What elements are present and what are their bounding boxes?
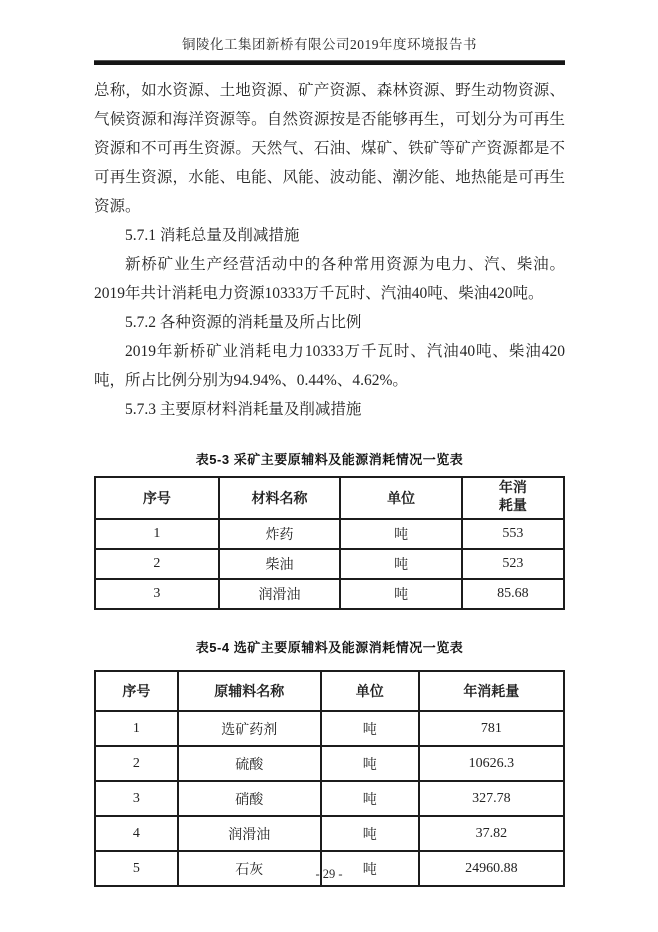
- header-cell-annual-consumption: 年消耗量: [419, 671, 564, 711]
- header-cell-unit: 单位: [321, 671, 419, 711]
- cell-material: 润滑油: [178, 816, 321, 851]
- cell-unit: 吨: [321, 851, 419, 886]
- cell-material: 润滑油: [219, 579, 341, 609]
- section-heading-5-7-1: 5.7.1 消耗总量及削减措施: [125, 227, 300, 244]
- header-cell-annual-consumption: [462, 477, 564, 519]
- section-heading-5-7-2: 5.7.2 各种资源的消耗量及所占比例: [125, 314, 362, 331]
- cell-unit: 吨: [340, 519, 462, 549]
- header-cell-unit: 单位: [340, 477, 462, 519]
- cell-material: 石灰: [178, 851, 321, 886]
- paragraph-5-7-1: 新桥矿业生产经营活动中的各种常用资源为电力、汽、柴油。2019年共计消耗电力资源10333万千瓦时、汽油40吨、柴油420吨。: [94, 256, 565, 302]
- table-row: [95, 746, 564, 781]
- page-number: - 29 -: [315, 867, 343, 881]
- cell-value: 85.68: [462, 579, 564, 609]
- cell-material: 炸药: [219, 519, 341, 549]
- document-header-title: 铜陵化工集团新桥有限公司2019年度环境报告书: [182, 37, 477, 52]
- paragraph-natural-resources: 总称，如水资源、土地资源、矿产资源、森林资源、野生动物资源、气候资源和海洋资源等。自然资源按是否能够再生，可划分为可再生资源和不可再生资源。天然气、石油、煤矿、铁矿等矿产资源都是不可再生资源，水能、电能、风能、波动能、潮汐能、地热能是可再生资源。: [94, 82, 565, 215]
- cell-value: 10626.3: [419, 746, 564, 781]
- cell-seq: 3: [95, 781, 178, 816]
- header-cell-material: 原辅料名称: [178, 671, 321, 711]
- cell-material: 硝酸: [178, 781, 321, 816]
- table-row: [95, 711, 564, 746]
- header-cell-seq: 序号: [95, 671, 178, 711]
- cell-value: 553: [462, 519, 564, 549]
- cell-seq: 2: [95, 549, 219, 579]
- cell-value: 24960.88: [419, 851, 564, 886]
- cell-unit: 吨: [321, 746, 419, 781]
- cell-seq: 1: [95, 519, 219, 549]
- cell-seq: 1: [95, 711, 178, 746]
- cell-unit: 吨: [340, 549, 462, 579]
- cell-unit: 吨: [340, 579, 462, 609]
- table-row: [95, 579, 564, 609]
- header-cell-annual-consumption-text: 年消耗量: [498, 481, 527, 515]
- cell-material: 选矿药剂: [178, 711, 321, 746]
- header-cell-material: 材料名称: [219, 477, 341, 519]
- section-heading-5-7-3: 5.7.3 主要原材料消耗量及削减措施: [125, 401, 362, 418]
- cell-value: 781: [419, 711, 564, 746]
- table-header-row: [95, 477, 564, 519]
- table-row: [95, 549, 564, 579]
- cell-unit: 吨: [321, 781, 419, 816]
- table-header-row: [95, 671, 564, 711]
- paragraph-5-7-2: 2019年新桥矿业消耗电力10333万千瓦时、汽油40吨、柴油420吨，所占比例分别为94.94%、0.44%、4.62%。: [94, 343, 565, 389]
- cell-value: 37.82: [419, 816, 564, 851]
- cell-seq: 3: [95, 579, 219, 609]
- cell-material: 硫酸: [178, 746, 321, 781]
- document-body: [94, 76, 565, 887]
- table-row: [95, 816, 564, 851]
- cell-unit: 吨: [321, 711, 419, 746]
- cell-seq: 5: [95, 851, 178, 886]
- table-row: [95, 781, 564, 816]
- table-caption-5-4: 表5-4 选矿主要原辅料及能源消耗情况一览表: [195, 640, 464, 656]
- table-row: [95, 519, 564, 549]
- cell-value: 327.78: [419, 781, 564, 816]
- cell-material: 柴油: [219, 549, 341, 579]
- header-cell-seq: 序号: [95, 477, 219, 519]
- header-rule: [94, 60, 565, 65]
- mining-consumption-table: [94, 476, 565, 610]
- beneficiation-consumption-table: [94, 670, 565, 887]
- cell-unit: 吨: [321, 816, 419, 851]
- table-caption-5-3: 表5-3 采矿主要原辅料及能源消耗情况一览表: [195, 452, 464, 467]
- cell-seq: 4: [95, 816, 178, 851]
- cell-seq: 2: [95, 746, 178, 781]
- document-header: [94, 0, 565, 65]
- cell-value: 523: [462, 549, 564, 579]
